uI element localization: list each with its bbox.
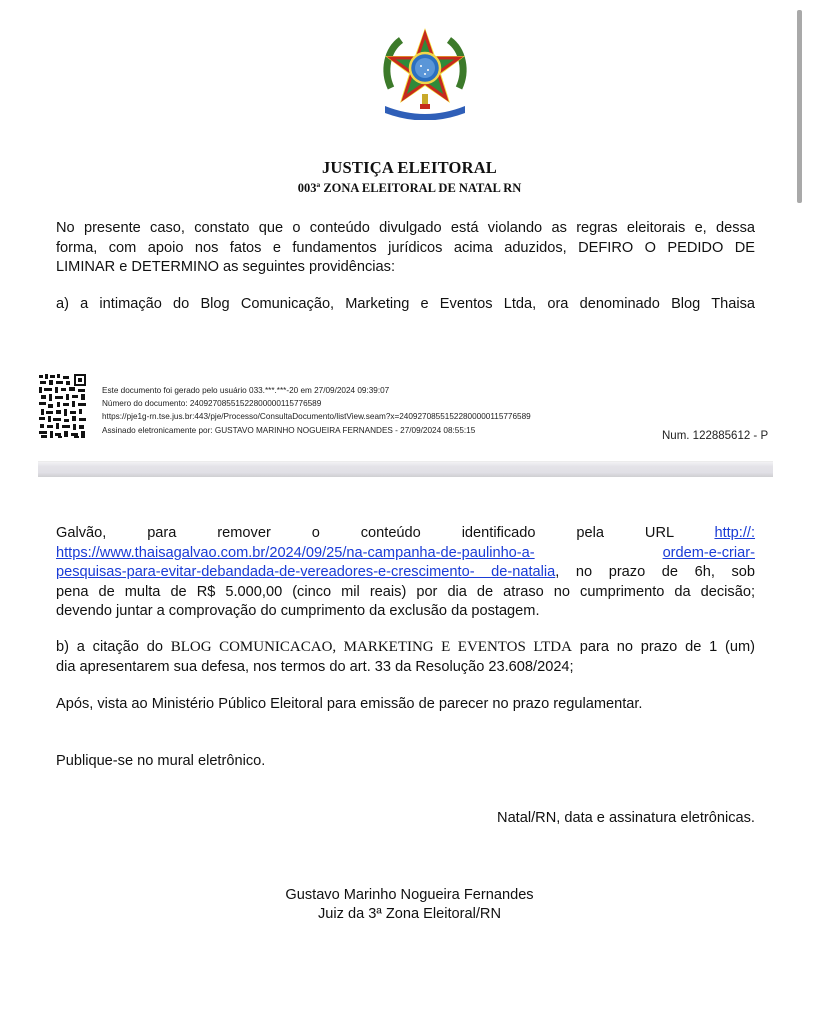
- page-number-label: Num. 122885612 - P: [662, 430, 769, 442]
- url-inline: URL http://:: [644, 525, 756, 541]
- url-link-part2a[interactable]: https://www.thaisagalvao.com.br/2024/09/25/na-campanha-de-paulinho-a-: [56, 544, 535, 561]
- publique-paragraph: Publique-se no mural eletrônico.: [56, 753, 266, 769]
- item-b-line-2: dia apresentarem sua defesa, nos termos do art. 33 da Resolução 23.608/2024;: [56, 658, 574, 675]
- company-name: BLOG COMUNICACAO, MARKETING E EVENTOS LTDA: [170, 639, 572, 655]
- document-number-text: Número do documento: 24092708551522800000115776589: [102, 399, 322, 409]
- url-link-part3[interactable]: pesquisas-para-evitar-debandada-de-vereadores-e-crescimento- de-natalia: [56, 564, 556, 581]
- url-link-part1[interactable]: http://:: [714, 525, 756, 541]
- proof-line: devendo juntar a comprovação do cumprimento da exclusão da postagem.: [56, 603, 540, 620]
- intro-paragraph: [56, 219, 755, 278]
- item-a-line: a) a intimação do Blog Comunicação, Marketing e Eventos Ltda, ora denominado Blog Thaisa: [56, 296, 755, 312]
- intro-line: LIMINAR e DETERMINO as seguintes providências:: [56, 259, 396, 276]
- intro-line: forma, com apoio nos fatos e fundamentos jurídicos acima aduzidos, DEFIRO O PEDIDO DE: [56, 239, 755, 256]
- url-link-part2b[interactable]: ordem-e-criar-: [662, 544, 755, 561]
- signed-by-text: Assinado eletronicamente por: GUSTAVO MARINHO NOGUEIRA FERNANDES - 27/09/2024 08:55:15: [102, 425, 476, 435]
- judge-name: Gustavo Marinho Nogueira Fernandes: [285, 887, 534, 903]
- header-subtitle: 003ª ZONA ELEITORAL DE NATAL RN: [297, 181, 522, 195]
- document-url-text: https://pje1g-rn.tse.jus.br:443/pje/Processo/ConsultaDocumento/listView.seam?x=24092708551522800000115776589: [102, 412, 531, 422]
- coat-of-arms-emblem: [381, 26, 469, 120]
- document-metadata: [102, 384, 531, 437]
- url-line-3: pesquisas-para-evitar-debandada-de-vereadores-e-crescimento- de-natalia, no prazo de 6h, sob: [56, 564, 755, 581]
- item-a-paragraph: [56, 295, 755, 315]
- item-b-paragraph: [56, 638, 755, 677]
- judge-title: Juiz da 3ª Zona Eleitoral/RN: [317, 906, 502, 922]
- header-title: JUSTIÇA ELEITORAL: [321, 158, 498, 177]
- place-date-text: Natal/RN, data e assinatura eletrônicas.: [497, 810, 755, 826]
- generated-by-text: Este documento foi gerado pelo usuário 033.***.***-20 em 27/09/2024 09:39:07: [102, 386, 390, 395]
- url-line-2: [56, 544, 755, 564]
- apos-paragraph: Após, vista ao Ministério Público Eleitoral para emissão de parecer no prazo regulamentar.: [56, 696, 643, 712]
- page-separator: [38, 461, 773, 477]
- item-a-continuation: [56, 524, 755, 622]
- item-b-line-1: b) a citação do BLOG COMUNICACAO, MARKETING E EVENTOS LTDA para no prazo de 1 (um): [56, 639, 756, 655]
- intro-line: No presente caso, constato que o conteúdo divulgado está violando as regras eleitorais e, dessa: [56, 220, 755, 236]
- qr-code: [38, 373, 87, 439]
- galvao-line: Galvão, para remover o conteúdo identificado pela URL http://:: [56, 525, 756, 541]
- penalty-line: pena de multa de R$ 5.000,00 (cinco mil reais) por dia de atraso no cumprimento da decisão;: [56, 583, 755, 600]
